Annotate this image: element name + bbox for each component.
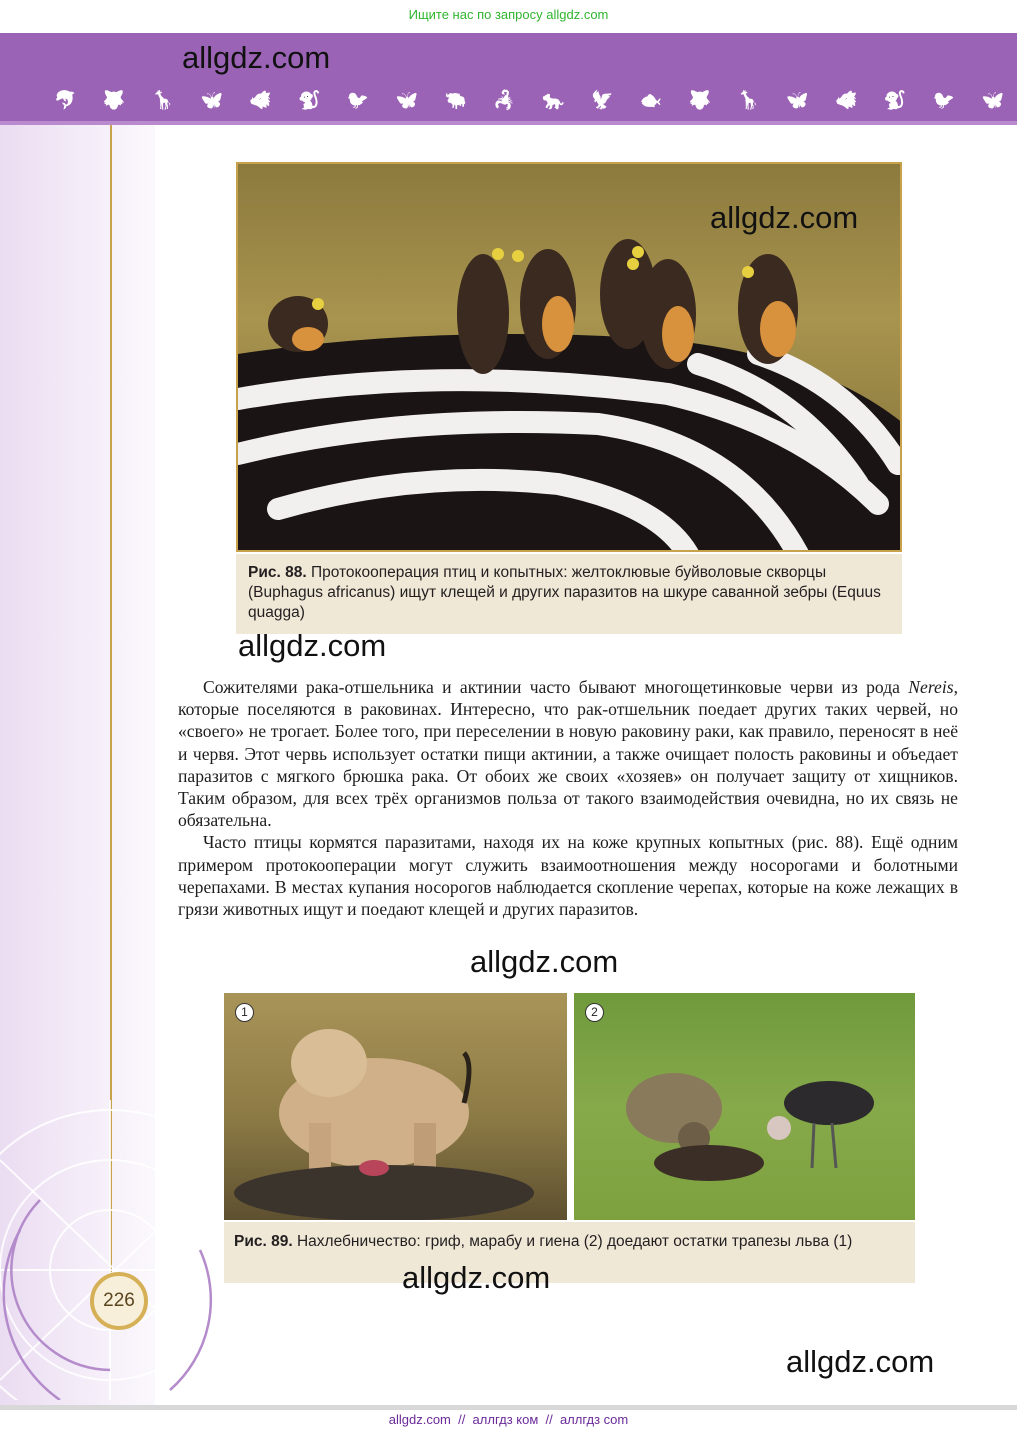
page-number: 226 [90,1272,148,1330]
paragraph-1-rest: , которые поселяются в раковинах. Интересно, что рак-отшельник поедает других таких червей, но «своего» не трогает. Более того, при переселении в новую раковину раки, как правило, переносят в неё и червя. Этот червь использует остатки пищи актинии, а также очищает полость раковины и объедает паразитов с мягкого брюшка рака. От обоих же своих «хозяев» он получает защиту от хищников. Таким образом, для всех трёх организмов польза от такого взаимодействия очевидна, но их связь не обязательна. [178,677,958,831]
animal-silhouette-icon: 🐬 [54,90,77,111]
watermark: allgdz.com [470,944,619,979]
watermark: allgdz.com [182,40,331,75]
animal-silhouette-icon: 🐺 [102,90,126,111]
animal-silhouette-icon: 🦋 [786,90,809,111]
animal-silhouette-icon: 🐗 [249,90,272,111]
animal-silhouette-icon: 🐺 [688,90,711,111]
animal-silhouette-icon: 🐒 [883,90,907,111]
animal-silhouette-icon: 🦋 [200,90,223,111]
animal-silhouette-icon: 🦒 [737,90,760,111]
watermark: allgdz.com [710,200,859,235]
figure-88-caption [236,554,902,634]
paragraph-1-start: Сожителями рака-отшельника и актинии часто бывают многощетинковые черви из рода [203,677,909,697]
animal-silhouette-icon: 🦋 [395,90,419,111]
animal-icons-row [54,88,1004,114]
watermark: allgdz.com [786,1344,935,1379]
animal-silhouette-icon: 🐃 [444,90,467,111]
compass-decoration [0,1040,240,1400]
animal-silhouette-icon: 🐗 [835,90,858,111]
body-text [178,676,958,920]
animal-silhouette-icon: 🐒 [298,90,321,111]
paragraph-2: Часто птицы кормятся паразитами, находя их на коже крупных копытных (рис. 88). Ещё одним примером протокооперации могут служить взаимоотношения между носорогами и болотными черепахами. В местах купания носорогов наблюдается скопление черепах, которые на коже лежащих в грязи животных ищут и поедают клещей и других паразитов. [178,832,958,920]
animal-silhouette-icon: 🐆 [542,90,565,111]
figure-89-label: Рис. 89. [234,1233,293,1250]
figure-88-text: Протокооперация птиц и копытных: желтоклювые буйволовые скворцы (Buphagus africanus) ищут клещей и других паразитов на шкуре саванной зебры (Equus quagga) [248,564,881,621]
top-search-hint: Ищите нас по запросу allgdz.com [408,7,609,22]
animal-silhouette-icon: 🦋 [981,90,1004,111]
animal-silhouette-icon: 🐟 [639,90,663,111]
genus-name: Nereis [908,677,954,697]
animal-silhouette-icon: 🦂 [493,90,516,111]
watermark: allgdz.com [402,1260,551,1295]
photo-badge-1: 1 [235,1003,254,1022]
animal-silhouette-icon: 🐦 [932,90,956,111]
lioness-photo [224,993,567,1220]
figure-89-text: Нахлебничество: гриф, марабу и гиена (2) доедают остатки трапезы льва (1) [296,1233,853,1250]
paragraph-1 [178,676,958,831]
figure-89-caption [224,1222,915,1283]
hyena-marabou-photo [574,993,915,1220]
bottom-bar [0,1405,1017,1410]
figure-88-label: Рис. 88. [248,564,307,581]
animal-silhouette-icon: 🐦 [346,90,370,111]
footer-links[interactable]: allgdz.com // аллгдз ком // аллгдз com [388,1412,629,1427]
photo-badge-2: 2 [585,1003,604,1022]
watermark: allgdz.com [238,628,387,663]
animal-silhouette-icon: 🦒 [151,90,175,111]
animal-silhouette-icon: 🦅 [590,90,614,111]
